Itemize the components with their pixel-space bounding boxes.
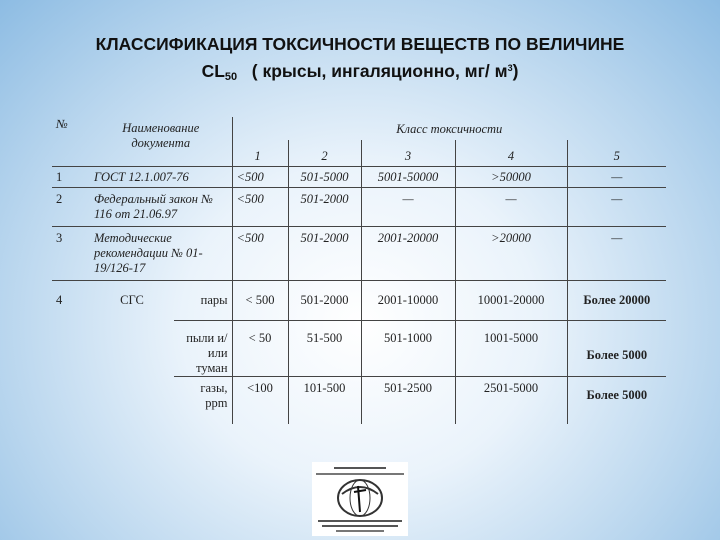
logo-caption-2 [322, 525, 398, 527]
row-class-3: 501-2500 [361, 376, 455, 424]
row-class-4: 1001-5000 [455, 320, 567, 376]
row-document: Методические рекомендации № 01-19/126-17 [90, 226, 232, 280]
row-class-1: <500 [232, 187, 288, 226]
title-cl: CL [201, 61, 225, 81]
header-class-3: 3 [361, 140, 455, 166]
row-class-4: >50000 [455, 166, 567, 187]
row-class-5: Более 5000 [586, 387, 648, 402]
header-class-5: 5 [567, 140, 666, 166]
row-class-1: <500 [232, 226, 288, 280]
row-class-2: 501-2000 [288, 280, 361, 320]
row-class-3: 2001-20000 [361, 226, 455, 280]
row-class-5: — [567, 166, 666, 187]
row-class-2: 501-5000 [288, 166, 361, 187]
row-class-3: 2001-10000 [361, 280, 455, 320]
title-close-paren: ) [512, 61, 519, 81]
row-class-2: 101-500 [288, 376, 361, 424]
header-number: № [52, 117, 90, 166]
row-class-1: < 50 [232, 320, 288, 376]
sgs-form: газы, ppm [174, 376, 232, 424]
table-row [52, 226, 666, 280]
header-class-4: 4 [455, 140, 567, 166]
row-class-4: 10001-20000 [455, 280, 567, 320]
row-class-4: >20000 [455, 226, 567, 280]
row-class-5: — [567, 226, 666, 280]
row-class-1: < 500 [232, 280, 288, 320]
header-row-top [52, 117, 666, 140]
table-row [52, 280, 666, 320]
row-class-2: 501-2000 [288, 226, 361, 280]
table-row [52, 166, 666, 187]
row-class-2: 51-500 [288, 320, 361, 376]
header-class-2: 2 [288, 140, 361, 166]
row-class-4: — [455, 187, 567, 226]
sgs-form: пары [174, 280, 232, 320]
row-class-3: — [361, 187, 455, 226]
title-unit-superscript: 3 [507, 63, 513, 73]
header-class-1: 1 [232, 140, 288, 166]
row-class-5: Более 5000 [567, 320, 666, 376]
toxicity-table [52, 117, 666, 424]
logo-caption-1 [318, 520, 402, 522]
row-class-5: — [567, 187, 666, 226]
row-class-1: <100 [232, 376, 288, 424]
row-class-5: Более 20000 [567, 280, 666, 320]
title-conditions: ( крысы, ингаляционно, мг/ м [251, 61, 508, 81]
row-document: ГОСТ 12.1.007-76 [90, 166, 232, 187]
slide-title [0, 32, 720, 89]
title-line-2 [0, 56, 720, 89]
row-class-2: 501-2000 [288, 187, 361, 226]
row-class-4: 2501-5000 [455, 376, 567, 424]
emblem-logo [312, 462, 408, 536]
table-row [52, 187, 666, 226]
row-number: 2 [52, 187, 90, 226]
row-number: 3 [52, 226, 90, 280]
header-document: Наименование документа [90, 117, 232, 166]
title-line-1: КЛАССИФИКАЦИЯ ТОКСИЧНОСТИ ВЕЩЕСТВ ПО ВЕЛИЧИНЕ [95, 34, 625, 54]
header-toxicity-class: Класс токсичности [396, 122, 503, 136]
row-number: 4 [56, 292, 63, 307]
row-document: Федеральный закон № 116 от 21.06.97 [90, 187, 232, 226]
logo-caption-3 [336, 530, 384, 532]
row-class-3: 5001-50000 [361, 166, 455, 187]
title-cl-subscript: 50 [224, 71, 238, 83]
logo-caption-top [334, 467, 386, 469]
row-class-3: 501-1000 [361, 320, 455, 376]
row-document: СГС [120, 292, 144, 307]
sgs-form: пыли и/или туман [174, 320, 232, 376]
row-number: 1 [52, 166, 90, 187]
row-class-1: <500 [232, 166, 288, 187]
logo-rule-top [316, 473, 404, 475]
